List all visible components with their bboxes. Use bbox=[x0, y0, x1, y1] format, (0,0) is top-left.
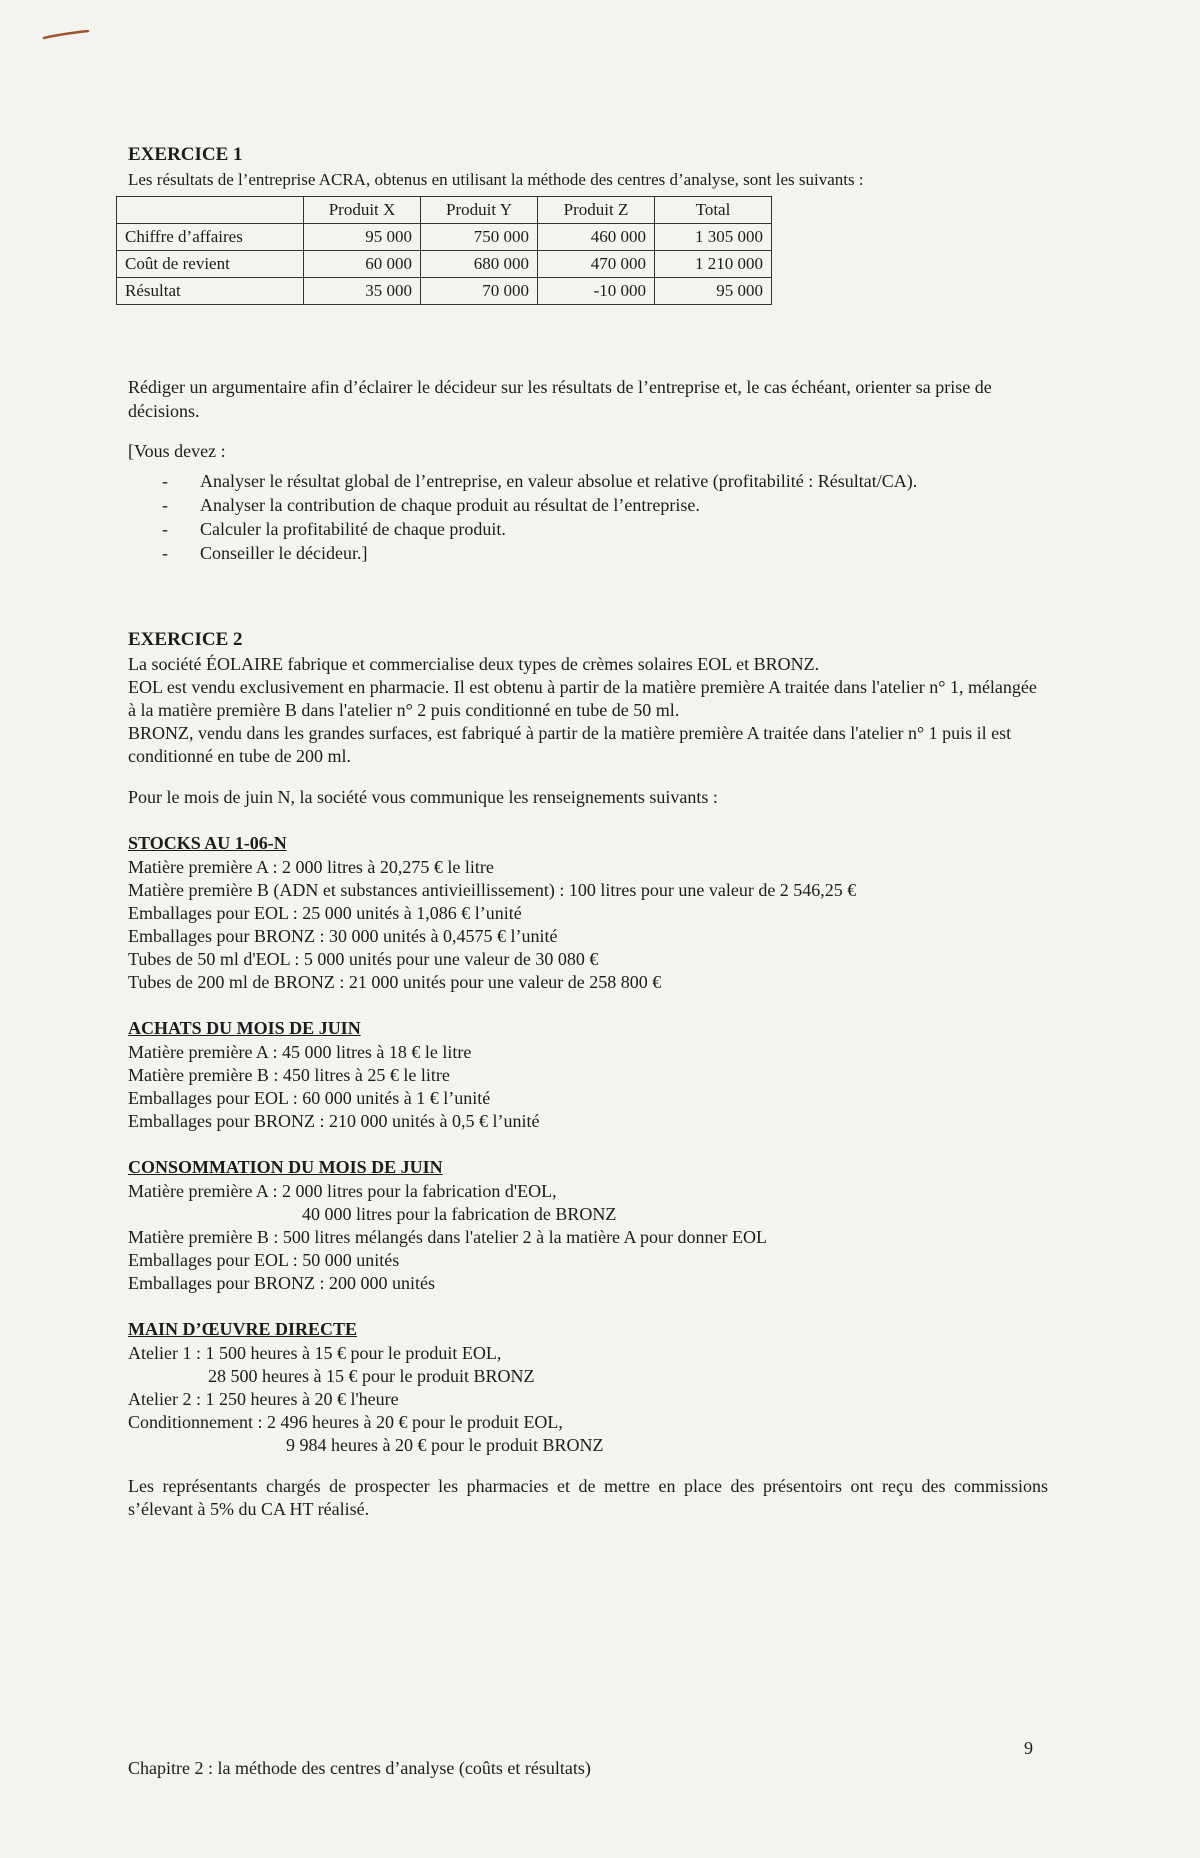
table-cell: 470 000 bbox=[538, 251, 655, 278]
row-label: Chiffre d’affaires bbox=[117, 224, 304, 251]
exercise1-instruction: Rédiger un argumentaire afin d’éclairer le décideur sur les résultats de l’entreprise et, le cas échéant, orienter sa prise de décisions. bbox=[128, 377, 992, 421]
page-content bbox=[125, 144, 1048, 1521]
pen-mark bbox=[42, 30, 90, 40]
stocks-line: Matière première B (ADN et substances antivieillissement) : 100 litres pour une valeur de 2 546,25 € bbox=[128, 880, 857, 900]
achats-line: Matière première B : 450 litres à 25 € le litre bbox=[128, 1065, 450, 1085]
consommation-line: Matière première B : 500 litres mélangés dans l'atelier 2 à la matière A pour donner EOL bbox=[128, 1227, 768, 1247]
achats-line: Matière première A : 45 000 litres à 18 € le litre bbox=[128, 1042, 472, 1062]
table-cell: 35 000 bbox=[304, 278, 421, 305]
main-oeuvre-line: 9 984 heures à 20 € pour le produit BRONZ bbox=[286, 1435, 604, 1455]
tasks-intro: [Vous devez : bbox=[128, 441, 226, 461]
stocks-line: Emballages pour EOL : 25 000 unités à 1,086 € l’unité bbox=[128, 903, 522, 923]
stocks-line: Matière première A : 2 000 litres à 20,275 € le litre bbox=[128, 857, 494, 877]
table-cell: 60 000 bbox=[304, 251, 421, 278]
exercise2-paragraph-line: BRONZ, vendu dans les grandes surfaces, est fabriqué à partir de la matière première A traitée dans l'atelier n° 1 puis il est conditionné en tube de 200 ml. bbox=[128, 723, 1012, 766]
exercise2-paragraph-line: EOL est vendu exclusivement en pharmacie. Il est obtenu à partir de la matière première A traitée dans l'atelier n° 1, mélangée à la matière première B dans l'atelier n° 2 puis conditionné en tube de 50 ml. bbox=[128, 677, 1037, 720]
stocks-line: Emballages pour BRONZ : 30 000 unités à 0,4575 € l’unité bbox=[128, 926, 558, 946]
achats-line: Emballages pour BRONZ : 210 000 unités à 0,5 € l’unité bbox=[128, 1111, 540, 1131]
list-item: - Analyser la contribution de chaque produit au résultat de l’entreprise. bbox=[162, 493, 1048, 517]
tasks-list bbox=[128, 469, 1048, 565]
table-cell: 1 210 000 bbox=[655, 251, 772, 278]
table-cell: 1 305 000 bbox=[655, 224, 772, 251]
list-item: - Analyser le résultat global de l’entreprise, en valeur absolue et relative (profitabilité : Résultat/CA). bbox=[162, 469, 1048, 493]
list-item: - Calculer la profitabilité de chaque produit. bbox=[162, 517, 1048, 541]
row-label: Résultat bbox=[117, 278, 304, 305]
main-oeuvre-title: MAIN D’ŒUVRE DIRECTE bbox=[128, 1319, 358, 1339]
main-oeuvre-line: Conditionnement : 2 496 heures à 20 € pour le produit EOL, bbox=[128, 1412, 563, 1432]
table-cell: 750 000 bbox=[421, 224, 538, 251]
table-header: Total bbox=[655, 197, 772, 224]
main-oeuvre-line: 28 500 heures à 15 € pour le produit BRONZ bbox=[208, 1366, 535, 1386]
table-cell: -10 000 bbox=[538, 278, 655, 305]
consommation-line: Matière première A : 2 000 litres pour la fabrication d'EOL, bbox=[128, 1181, 557, 1201]
list-item: - Conseiller le décideur.] bbox=[162, 541, 1048, 565]
table-row bbox=[117, 251, 772, 278]
table-header-row bbox=[117, 197, 772, 224]
exercise1-instructions bbox=[128, 375, 1048, 565]
consommation-line: 40 000 litres pour la fabrication de BRONZ bbox=[302, 1204, 617, 1224]
main-oeuvre-line: Atelier 2 : 1 250 heures à 20 € l'heure bbox=[128, 1389, 399, 1409]
table-cell: 95 000 bbox=[655, 278, 772, 305]
page-number: 9 bbox=[1024, 1738, 1033, 1758]
table-cell: 460 000 bbox=[538, 224, 655, 251]
results-table bbox=[116, 196, 772, 305]
table-header: Produit X bbox=[304, 197, 421, 224]
exercise2 bbox=[128, 629, 1048, 1521]
exercise2-paragraph-line: La société ÉOLAIRE fabrique et commercialise deux types de crèmes solaires EOL et BRONZ. bbox=[128, 654, 820, 674]
exercise1-title: EXERCICE 1 bbox=[128, 144, 243, 165]
table-cell: 70 000 bbox=[421, 278, 538, 305]
table-header: Produit Y bbox=[421, 197, 538, 224]
main-oeuvre-line: Atelier 1 : 1 500 heures à 15 € pour le produit EOL, bbox=[128, 1343, 502, 1363]
consommation-line: Emballages pour EOL : 50 000 unités bbox=[128, 1250, 400, 1270]
table-row bbox=[117, 224, 772, 251]
consommation-title: CONSOMMATION DU MOIS DE JUIN bbox=[128, 1157, 443, 1177]
achats-title: ACHATS DU MOIS DE JUIN bbox=[128, 1018, 361, 1038]
table-header-empty bbox=[117, 197, 304, 224]
exercise1-intro: Les résultats de l’entreprise ACRA, obtenus en utilisant la méthode des centres d’analyse, sont les suivants : bbox=[128, 170, 864, 189]
commissions-paragraph: Les représentants chargés de prospecter les pharmacies et de mettre en place des présentoirs ont reçu des commissions s’élevant à 5% du CA HT réalisé. bbox=[128, 1476, 1048, 1519]
row-label: Coût de revient bbox=[117, 251, 304, 278]
june-intro: Pour le mois de juin N, la société vous communique les renseignements suivants : bbox=[128, 787, 718, 807]
consommation-line: Emballages pour BRONZ : 200 000 unités bbox=[128, 1273, 435, 1293]
exercise2-title: EXERCICE 2 bbox=[128, 629, 243, 650]
stocks-line: Tubes de 50 ml d'EOL : 5 000 unités pour une valeur de 30 080 € bbox=[128, 949, 599, 969]
table-header: Produit Z bbox=[538, 197, 655, 224]
table-row bbox=[117, 278, 772, 305]
table-cell: 95 000 bbox=[304, 224, 421, 251]
table-cell: 680 000 bbox=[421, 251, 538, 278]
footer-chapter: Chapitre 2 : la méthode des centres d’analyse (coûts et résultats) bbox=[128, 1758, 591, 1778]
stocks-title: STOCKS AU 1-06-N bbox=[128, 833, 287, 853]
stocks-line: Tubes de 200 ml de BRONZ : 21 000 unités pour une valeur de 258 800 € bbox=[128, 972, 662, 992]
achats-line: Emballages pour EOL : 60 000 unités à 1 € l’unité bbox=[128, 1088, 491, 1108]
